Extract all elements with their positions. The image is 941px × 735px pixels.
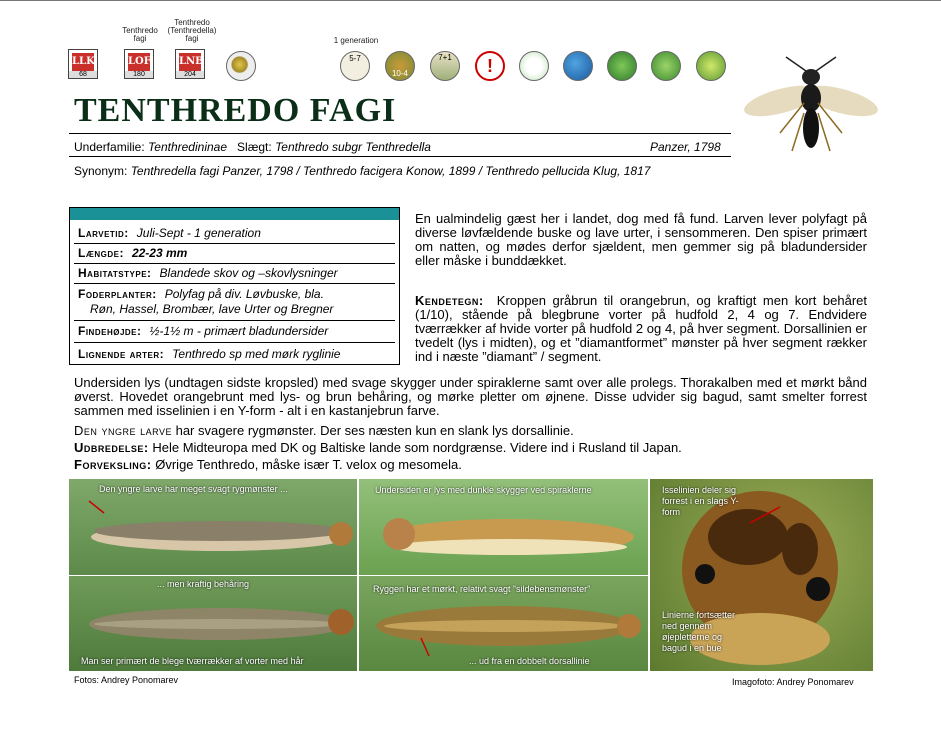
forveksling-paragraph: Forveksling: Øvrige Tenthredo, måske især T. velox og mesomela. (74, 457, 462, 472)
caption: Linierne fortsætter ned gennem øjepletterne og bagud i en bue (662, 610, 736, 653)
top-rule (0, 0, 941, 1)
caption: Den yngre larve har meget svagt rygmønster ... (99, 484, 288, 494)
row-foderplanter-cont: Røn, Hassel, Brombær, lave Urter og Bregner (90, 302, 334, 316)
page-title: TENTHREDO FAGI (74, 92, 397, 129)
photo-larva-underside (359, 479, 648, 575)
caption: ... men kraftig behåring (157, 579, 250, 589)
warning-icon: ! (475, 51, 505, 81)
adult-sawfly-image (736, 53, 886, 155)
book-llk-icon: LLK 68 (68, 49, 98, 79)
udbredelse-paragraph: Udbredelse: Hele Midteuropa med DK og Baltiske lande som nordgrænse. Videre ind i Rusland til Japan. (74, 440, 682, 455)
infobox (69, 207, 400, 365)
lof-label: Tenthredo fagi (122, 26, 158, 43)
title-rule (69, 133, 731, 134)
shrub-icon (696, 51, 726, 81)
book-lnb-icon: LNB 204 (175, 49, 205, 79)
book-lof-icon: LOF 180 (124, 49, 154, 79)
pupa-period-icon: 10-4 (385, 51, 415, 81)
row-laengde: Længde: 22-23 mm (78, 246, 188, 260)
row-divider (74, 283, 395, 284)
row-divider (74, 263, 395, 264)
kendetegn-paragraph: Kendetegn: Kroppen gråbrun til orangebrun, og kraftigt men kort behåret (1/10), stående på blegbrune vorter på hudfold 2, 4 og 7. Endvidere tværrækker af hvide vorter på hudfold 2 og 4, på hver segment. Dorsallinien er tvedelt (lys i midten), og et ”diamantformet” mønster på hver segment rækker ind i næste ”diamant” / segment. (415, 293, 867, 364)
photo-larva-head (650, 479, 873, 671)
row-divider (74, 243, 395, 244)
row-lignende: Lignende arter: Tenthredo sp med mørk ryglinie (78, 347, 341, 361)
photo-larva-dorsal (359, 576, 648, 671)
taxonomy-rule (69, 156, 731, 157)
caption: Ryggen har et mørkt, relativt svagt ”sildebensmønster” (373, 584, 591, 594)
row-foderplanter: Foderplanter: Polyfag på div. Løvbuske, bla. (78, 287, 324, 301)
trees-icon (651, 51, 681, 81)
denmark-map-icon (519, 51, 549, 81)
caption: Undersiden er lys med dunkle skygger ved spiraklerne (375, 485, 592, 495)
row-divider (74, 342, 395, 343)
row-larvetid: Larvetid: Juli-Sept - 1 generation (78, 226, 261, 240)
photo-young-larva-side (69, 479, 357, 575)
caption: Man ser primært de blege tværrækker af vorter med hår (81, 656, 304, 666)
kendetegn-continued: Undersiden lys (undtagen sidste kropsled) med svage skygger under spiraklerne samt over alle prolegs. Thorakalben med et mørkt bånd øverst. Hovedet orangebrunt med lys- og brun behåring, og mørke pletter om øjnene. Disse udvider sig bagud, samt smelter forrest sammen med isselinien i en Y-form - alt i en kastanjebrun farve. (74, 375, 867, 418)
row-divider (74, 320, 395, 321)
author: Panzer, 1798 (650, 140, 721, 154)
row-habitat: Habitatstype: Blandede skov og –skovlysninger (78, 266, 338, 280)
caption: ... ud fra en dobbelt dorsallinie (469, 656, 590, 666)
photo-credit: Fotos: Andrey Ponomarev (74, 675, 179, 685)
caption: Isselinien deler sig forrest i en slags Y-form (662, 485, 739, 517)
row-findehoejde: Findehøjde: ½-1½ m - primært bladundersider (78, 324, 329, 338)
photo-young-larva-dorsal (69, 576, 357, 671)
imago-credit: Imagofoto: Andrey Ponomarev (732, 677, 854, 687)
globe-icon (563, 51, 593, 81)
taxonomy-line: Underfamilie: Tenthredininae Slægt: Tenthredo subgr Tenthredella (74, 140, 431, 154)
generation-label: 1 generation (333, 36, 379, 45)
synonym-line: Synonym: Tenthredella fagi Panzer, 1798 / Tenthredo facigera Konow, 1899 / Tenthredo pellucida Klug, 1817 (74, 164, 651, 178)
intro-paragraph: En ualmindelig gæst her i landet, dog med få fund. Larven lever polyfagt på diverse løvfældende buske og lave urter, i sensommeren. Den spiser primært om natten, og mødes derfor sjældent, men gemmer sig på bladundersider eller måske i bunddækket. (415, 211, 867, 268)
forest-icon (607, 51, 637, 81)
lnb-label: Tenthredo (Tenthredella) fagi (167, 18, 217, 43)
egg-period-icon: 5-7 (340, 51, 370, 81)
imago-period-icon: 7+1 (430, 51, 460, 81)
yngre-paragraph: Den yngre larve har svagere rygmønster. Der ses næsten kun en slank lys dorsallinie. (74, 423, 574, 438)
larva-icon (226, 51, 256, 81)
